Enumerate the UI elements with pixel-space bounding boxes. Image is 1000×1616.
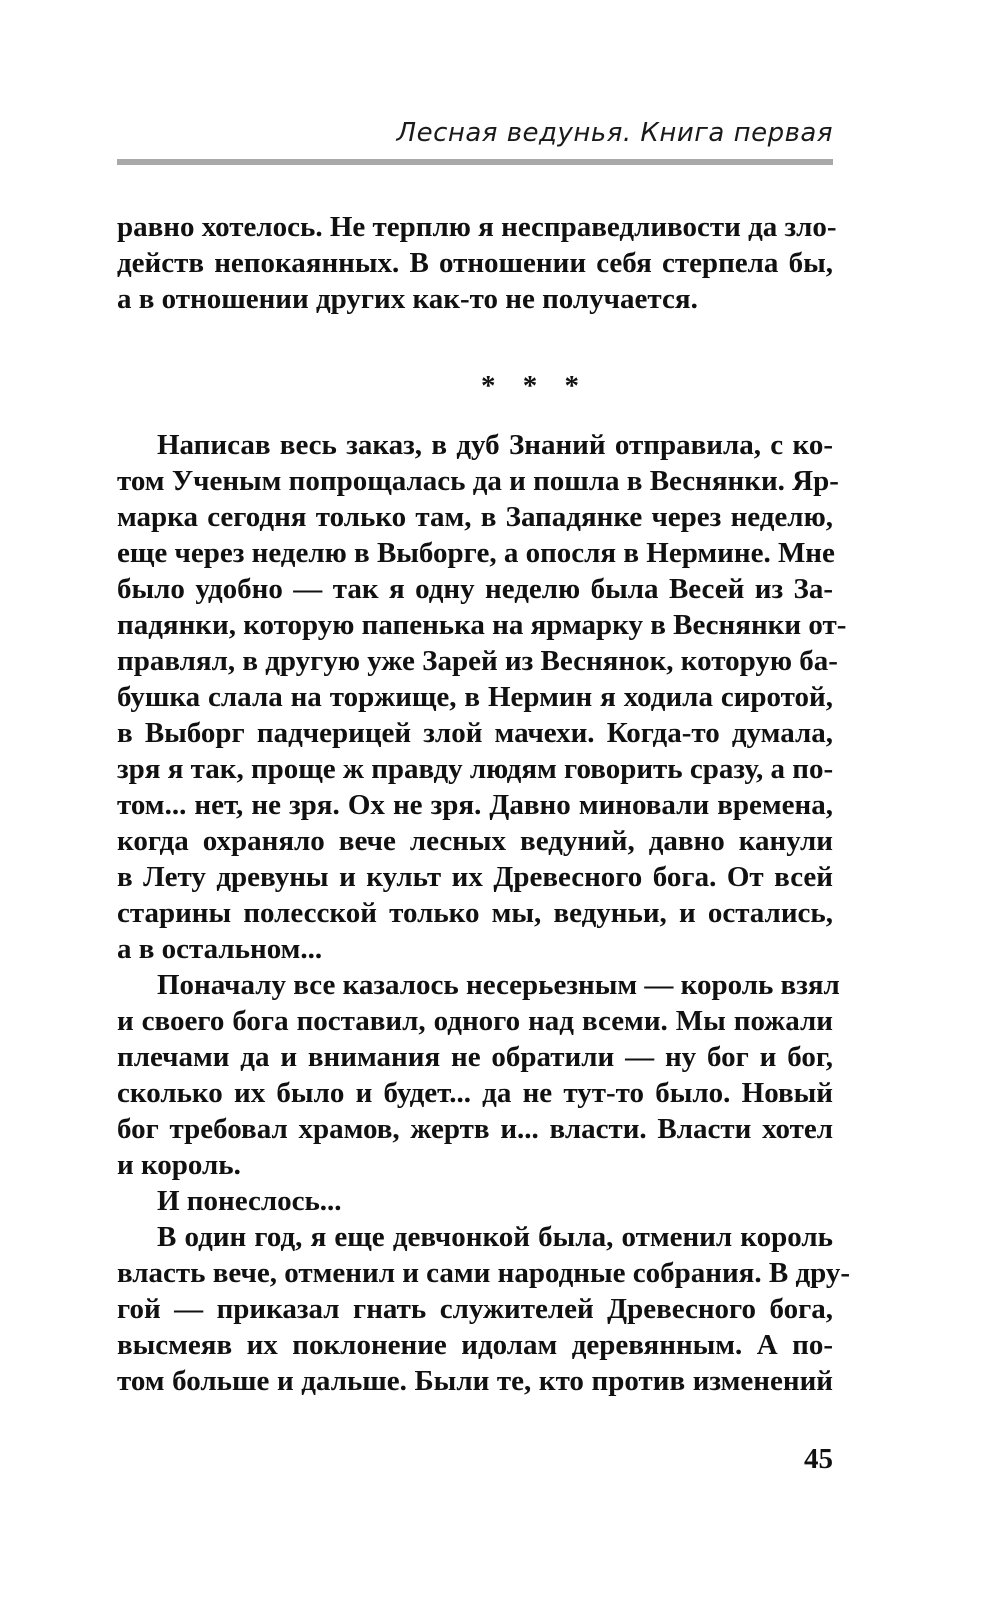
text-line: гой — приказал гнать служителей Древесного бога, (117, 1293, 833, 1325)
text-line: зря я так, проще ж правду людям говорить сразу, а по- (117, 753, 834, 785)
running-head: Лесная ведунья. Книга первая (396, 118, 833, 148)
text-line: власть вече, отменил и сами народные собрания. В дру- (117, 1257, 851, 1289)
text-line: правлял, в другую уже Зарей из Веснянок, которую ба- (117, 645, 838, 677)
text-line: действ непокаянных. В отношении себя стерпела бы, (117, 247, 833, 279)
text-line: старины полесской только мы, ведуньи, и остались, (117, 897, 833, 929)
text-line: Поначалу все казалось несерьезным — король взял (157, 969, 840, 1001)
text-line: в Выборг падчерицей злой мачехи. Когда-то думала, (117, 717, 833, 749)
text-line: Написав весь заказ, в дуб Знаний отправила, с ко- (157, 429, 833, 461)
text-line: бушка слала на торжище, в Нермин я ходила сиротой, (117, 681, 833, 713)
text-line: И понеслось... (157, 1185, 342, 1217)
header-rule (117, 159, 833, 165)
text-line: а в остальном... (117, 933, 323, 965)
text-line: еще через неделю в Выборге, а опосля в Нермине. Мне (117, 537, 835, 569)
page-number: 45 (804, 1443, 833, 1475)
text-line: в Лету древуны и культ их Древесного бога. От всей (117, 861, 833, 893)
section-separator: * * * (481, 370, 589, 402)
text-line: сколько их было и будет... да не тут-то было. Новый (117, 1077, 833, 1109)
text-line: плечами да и внимания не обратили — ну бог и бог, (117, 1041, 833, 1073)
body-text (117, 427, 851, 1399)
text-line: было удобно — так я одну неделю была Весей из За- (117, 573, 833, 605)
text-line: высмеяв их поклонение идолам деревянным. А по- (117, 1329, 833, 1361)
text-line: и король. (117, 1149, 241, 1181)
text-line: равно хотелось. Не терплю я несправедливости да зло- (117, 211, 837, 243)
text-line: а в отношении других как-то не получается. (117, 283, 698, 315)
text-line: марка сегодня только там, в Западянке через неделю, (117, 501, 833, 533)
opening-paragraph (117, 209, 837, 317)
text-line: и своего бога поставил, одного над всеми. Мы пожали (117, 1005, 833, 1037)
text-line: бог требовал храмов, жертв и... власти. Власти хотел (117, 1113, 833, 1145)
text-line: том... нет, не зря. Ох не зря. Давно миновали времена, (117, 789, 833, 821)
text-line: когда охраняло вече лесных ведуний, давно канули (117, 825, 833, 857)
text-line: том больше и дальше. Были те, кто против изменений (117, 1365, 833, 1397)
text-line: том Ученым попрощалась да и пошла в Веснянки. Яр- (117, 465, 839, 497)
text-line: В один год, я еще девчонкой была, отменил король (157, 1221, 833, 1253)
text-line: падянки, которую папенька на ярмарку в Веснянки от- (117, 609, 847, 641)
